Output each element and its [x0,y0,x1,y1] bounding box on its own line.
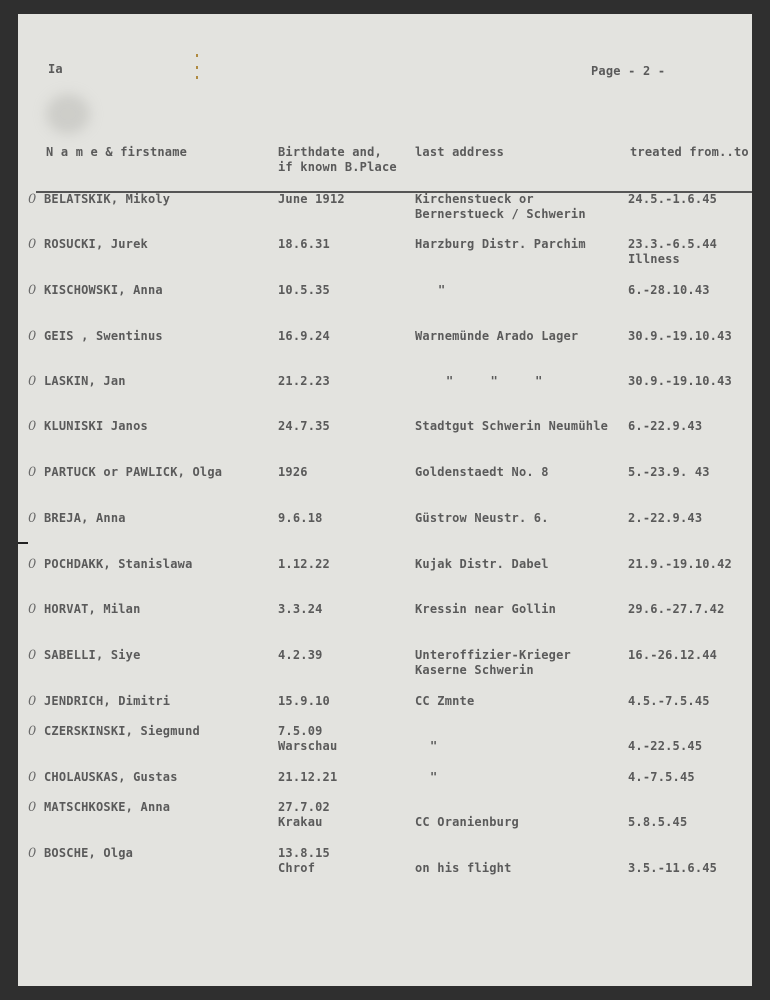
row-treated: 30.9.-19.10.43 [628,329,732,343]
column-header-address: last address [415,145,505,159]
row-treated: 29.6.-27.7.42 [628,602,725,616]
row-name: CZERSKINSKI, Siegmund [44,724,200,738]
row-treated: 4.-22.5.45 [628,739,703,753]
row-treated: 21.9.-19.10.42 [628,557,732,571]
row-check-mark: 0 [28,237,37,252]
row-name: KLUNISKI Janos [44,419,148,433]
row-address: " [438,283,446,297]
row-name: PARTUCK or PAWLICK, Olga [44,465,223,479]
row-name: BELATSKIK, Mikoly [44,192,171,206]
row-check-mark: 0 [28,694,37,709]
row-birth: 7.5.09 Warschau [278,724,338,753]
row-treated: 3.5.-11.6.45 [628,861,718,875]
row-check-mark: 0 [28,465,37,480]
row-name: SABELLI, Siye [44,648,141,662]
row-address: CC Oranienburg [415,815,519,829]
row-treated: 5.-23.9. 43 [628,465,710,479]
row-birth: 13.8.15 Chrof [278,846,330,875]
punch-dot [196,54,198,57]
row-check-mark: 0 [28,846,37,861]
row-birth: 24.7.35 [278,419,330,433]
row-address: Goldenstaedt No. 8 [415,465,549,479]
row-check-mark: 0 [28,283,37,298]
row-check-mark: 0 [28,511,37,526]
row-name: CHOLAUSKAS, Gustas [44,770,178,784]
row-address: Güstrow Neustr. 6. [415,511,549,525]
row-name: POCHDAKK, Stanislawa [44,557,193,571]
row-birth: 1926 [278,465,308,479]
row-birth: 27.7.02 Krakau [278,800,330,829]
row-check-mark: 0 [28,192,37,207]
column-header-birth: Birthdate and, if known B.Place [278,145,397,174]
row-address: on his flight [415,861,512,875]
row-address: Harzburg Distr. Parchim [415,237,586,251]
row-name: HORVAT, Milan [44,602,141,616]
row-treated: 6.-28.10.43 [628,283,710,297]
row-address: " " " [446,374,543,388]
row-address: Stadtgut Schwerin Neumühle [415,419,609,433]
row-treated: 24.5.-1.6.45 [628,192,718,206]
row-name: KISCHOWSKI, Anna [44,283,163,297]
punch-dot [196,76,198,79]
row-check-mark: 0 [28,770,37,785]
row-name: MATSCHKOSKE, Anna [44,800,171,814]
edge-mark [18,542,28,544]
row-birth: 18.6.31 [278,237,330,251]
row-check-mark: 0 [28,374,37,389]
row-address: Kujak Distr. Dabel [415,557,549,571]
row-treated: 30.9.-19.10.43 [628,374,732,388]
row-check-mark: 0 [28,419,37,434]
row-name: GEIS , Swentinus [44,329,163,343]
row-birth: 1.12.22 [278,557,330,571]
row-birth: 15.9.10 [278,694,330,708]
row-treated: 16.-26.12.44 [628,648,718,662]
row-check-mark: 0 [28,800,37,815]
row-treated: 4.5.-7.5.45 [628,694,710,708]
row-name: ROSUCKI, Jurek [44,237,148,251]
row-check-mark: 0 [28,648,37,663]
row-address: " [430,739,438,753]
page-number: Page - 2 - [591,64,666,78]
row-address: Kirchenstueck or Bernerstueck / Schwerin [415,192,586,221]
row-name: BOSCHE, Olga [44,846,134,860]
row-name: BREJA, Anna [44,511,126,525]
row-birth: 16.9.24 [278,329,330,343]
row-treated: 2.-22.9.43 [628,511,703,525]
row-address: " [430,770,438,784]
row-check-mark: 0 [28,724,37,739]
row-birth: 21.2.23 [278,374,330,388]
row-birth: 9.6.18 [278,511,323,525]
row-address: CC Zmnte [415,694,475,708]
row-birth: 4.2.39 [278,648,323,662]
row-treated: 23.3.-6.5.44 Illness [628,237,718,266]
row-treated: 4.-7.5.45 [628,770,695,784]
row-name: LASKIN, Jan [44,374,126,388]
row-birth: 3.3.24 [278,602,323,616]
row-address: Warnemünde Arado Lager [415,329,579,343]
column-header-treated: treated from..to [630,145,749,159]
row-address: Unteroffizier-Krieger Kaserne Schwerin [415,648,571,677]
row-check-mark: 0 [28,557,37,572]
row-birth: 21.12.21 [278,770,338,784]
row-treated: 5.8.5.45 [628,815,688,829]
row-birth: 10.5.35 [278,283,330,297]
column-header-name: N a m e & firstname [46,145,188,159]
reference-code: Ia [48,62,63,76]
row-name: JENDRICH, Dimitri [44,694,171,708]
row-birth: June 1912 [278,192,345,206]
row-check-mark: 0 [28,602,37,617]
row-check-mark: 0 [28,329,37,344]
row-address: Kressin near Gollin [415,602,557,616]
stain [46,94,90,134]
document-page [18,14,752,986]
row-treated: 6.-22.9.43 [628,419,703,433]
punch-dot [196,66,198,69]
